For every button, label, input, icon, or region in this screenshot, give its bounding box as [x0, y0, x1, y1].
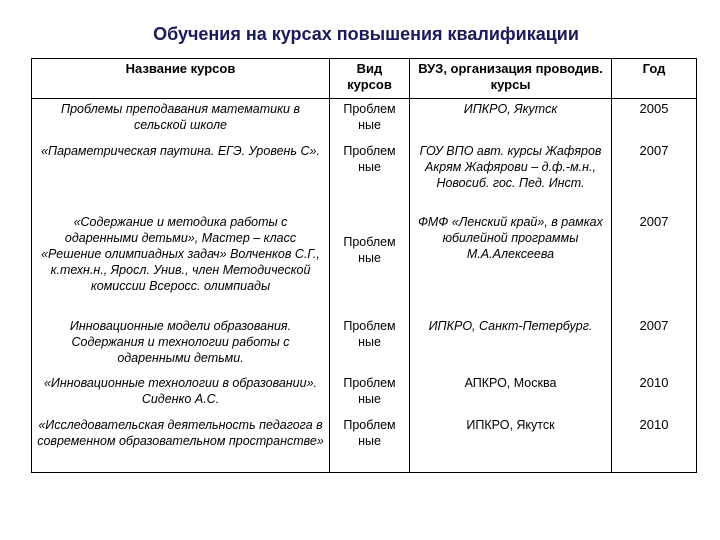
cell-course-type: Проблем ные — [330, 141, 410, 212]
cell-year: 2010 — [612, 415, 697, 473]
cell-organization: ГОУ ВПО авт. курсы Жафяров Акрям Жафярови – д.ф.-м.н., Новосиб. гос. Пед. Инст. — [410, 141, 612, 212]
cell-course-type: Проблем ные — [330, 212, 410, 316]
cell-course-name: «Инновационные технологии в образовании». Сиденко А.С. — [32, 373, 330, 415]
cell-year: 2007 — [612, 212, 697, 316]
cell-year: 2007 — [612, 316, 697, 373]
cell-year: 2005 — [612, 99, 697, 142]
cell-course-type: Проблем ные — [330, 415, 410, 473]
header-course-type: Вид курсов — [330, 59, 410, 99]
cell-year: 2010 — [612, 373, 697, 415]
cell-course-type: Проблем ные — [330, 316, 410, 373]
cell-year: 2007 — [612, 141, 697, 212]
cell-course-type: Проблем ные — [330, 373, 410, 415]
cell-course-name: «Параметрическая паутина. ЕГЭ. Уровень С». — [32, 141, 330, 212]
cell-course-name: Инновационные модели образования. Содержания и технологии работы с одаренными детьми. — [32, 316, 330, 373]
cell-course-name: Проблемы преподавания математики в сельской школе — [32, 99, 330, 142]
table-row — [32, 212, 697, 316]
cell-organization: ИПКРО, Санкт-Петербург. — [410, 316, 612, 373]
courses-table — [31, 58, 697, 473]
cell-organization: ФМФ «Ленский край», в рамках юбилейной программы М.А.Алексеева — [410, 212, 612, 316]
cell-organization: ИПКРО, Якутск — [410, 99, 612, 142]
header-organization: ВУЗ, организация проводив. курсы — [410, 59, 612, 99]
cell-organization: АПКРО, Москва — [410, 373, 612, 415]
cell-course-name: «Исследовательская деятельность педагога в современном образовательном пространстве» — [32, 415, 330, 473]
cell-course-type: Проблем ные — [330, 99, 410, 142]
header-course-name: Название курсов — [32, 59, 330, 99]
cell-organization: ИПКРО, Якутск — [410, 415, 612, 473]
table-row — [32, 99, 697, 142]
header-year: Год — [612, 59, 697, 99]
table-row — [32, 316, 697, 373]
cell-course-name: «Содержание и методика работы с одаренными детьми», Мастер – класс «Решение олимпиадных задач» Волченков С.Г., к.техн.н., Яросл. Унив., член Методической комиссии Всеросс. олимпиады — [32, 212, 330, 316]
table-header-row — [32, 59, 697, 99]
page-title: Обучения на курсах повышения квалификации — [153, 24, 579, 44]
table-row — [32, 373, 697, 415]
table-row — [32, 415, 697, 473]
table-row — [32, 141, 697, 212]
